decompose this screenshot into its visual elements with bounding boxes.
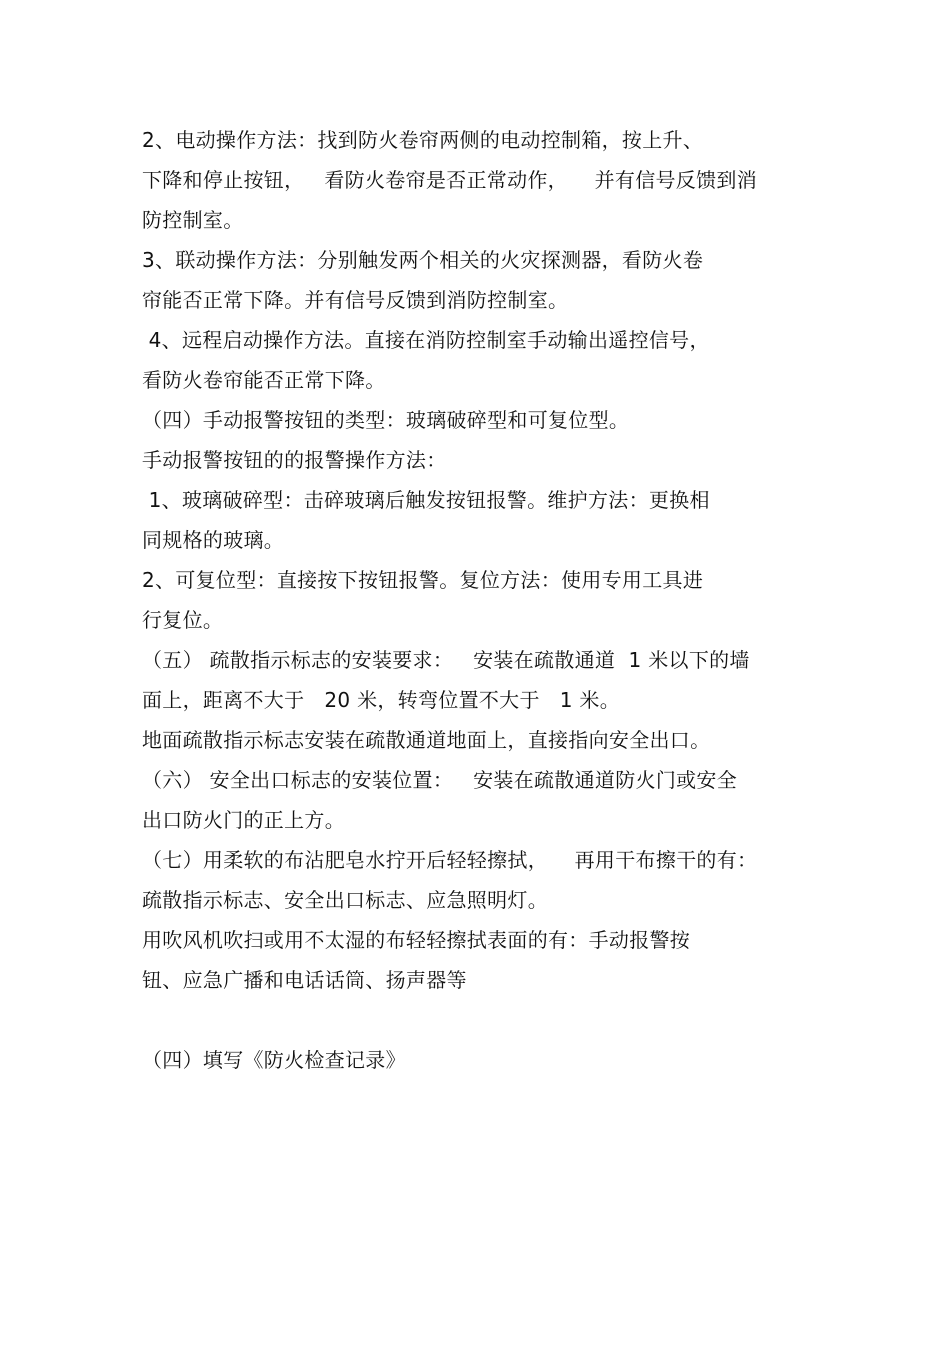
text-line: 帘能否正常下降。并有信号反馈到消防控制室。 bbox=[142, 288, 569, 312]
text-line: 1、玻璃破碎型：击碎玻璃后触发按钮报警。维护方法：更换相 bbox=[142, 488, 710, 512]
section-heading: （六） 安全出口标志的安装位置： 安装在疏散通道防火门或安全 bbox=[142, 768, 738, 792]
text-line: 3、联动操作方法：分别触发两个相关的火灾探测器，看防火卷 bbox=[142, 248, 704, 272]
section-heading: （四）填写《防火检查记录》 bbox=[142, 1048, 406, 1072]
text-line: 防控制室。 bbox=[142, 208, 244, 232]
text-line: 4、远程启动操作方法。直接在消防控制室手动输出遥控信号， bbox=[142, 328, 710, 352]
section-heading: （五） 疏散指示标志的安装要求： 安装在疏散通道 1 米以下的墙 bbox=[142, 648, 750, 672]
text-line: 疏散指示标志、安全出口标志、应急照明灯。 bbox=[142, 888, 548, 912]
text-line: 看防火卷帘能否正常下降。 bbox=[142, 368, 386, 392]
section-heading: （四）手动报警按钮的类型：玻璃破碎型和可复位型。 bbox=[142, 408, 630, 432]
text-line: 用吹风机吹扫或用不太湿的布轻轻擦拭表面的有：手动报警按 bbox=[142, 928, 691, 952]
text-line: 2、电动操作方法：找到防火卷帘两侧的电动控制箱，按上升、 bbox=[142, 128, 704, 152]
section-heading: （七）用柔软的布沾肥皂水拧开后轻轻擦拭， 再用干布擦干的有： bbox=[142, 848, 758, 872]
text-line: 2、可复位型：直接按下按钮报警。复位方法：使用专用工具进 bbox=[142, 568, 704, 592]
text-line: 出口防火门的正上方。 bbox=[142, 808, 345, 832]
text-line: 地面疏散指示标志安装在疏散通道地面上，直接指向安全出口。 bbox=[142, 728, 711, 752]
text-line: 同规格的玻璃。 bbox=[142, 528, 285, 552]
text-line: 钮、应急广播和电话话筒、扬声器等 bbox=[142, 968, 467, 992]
text-line: 面上，距离不大于 20 米，转弯位置不大于 1 米。 bbox=[142, 688, 621, 712]
text-line: 行复位。 bbox=[142, 608, 224, 632]
text-line: 下降和停止按钮， 看防火卷帘是否正常动作， 并有信号反馈到消 bbox=[142, 168, 758, 192]
text-line: 手动报警按钮的的报警操作方法： bbox=[142, 448, 447, 472]
